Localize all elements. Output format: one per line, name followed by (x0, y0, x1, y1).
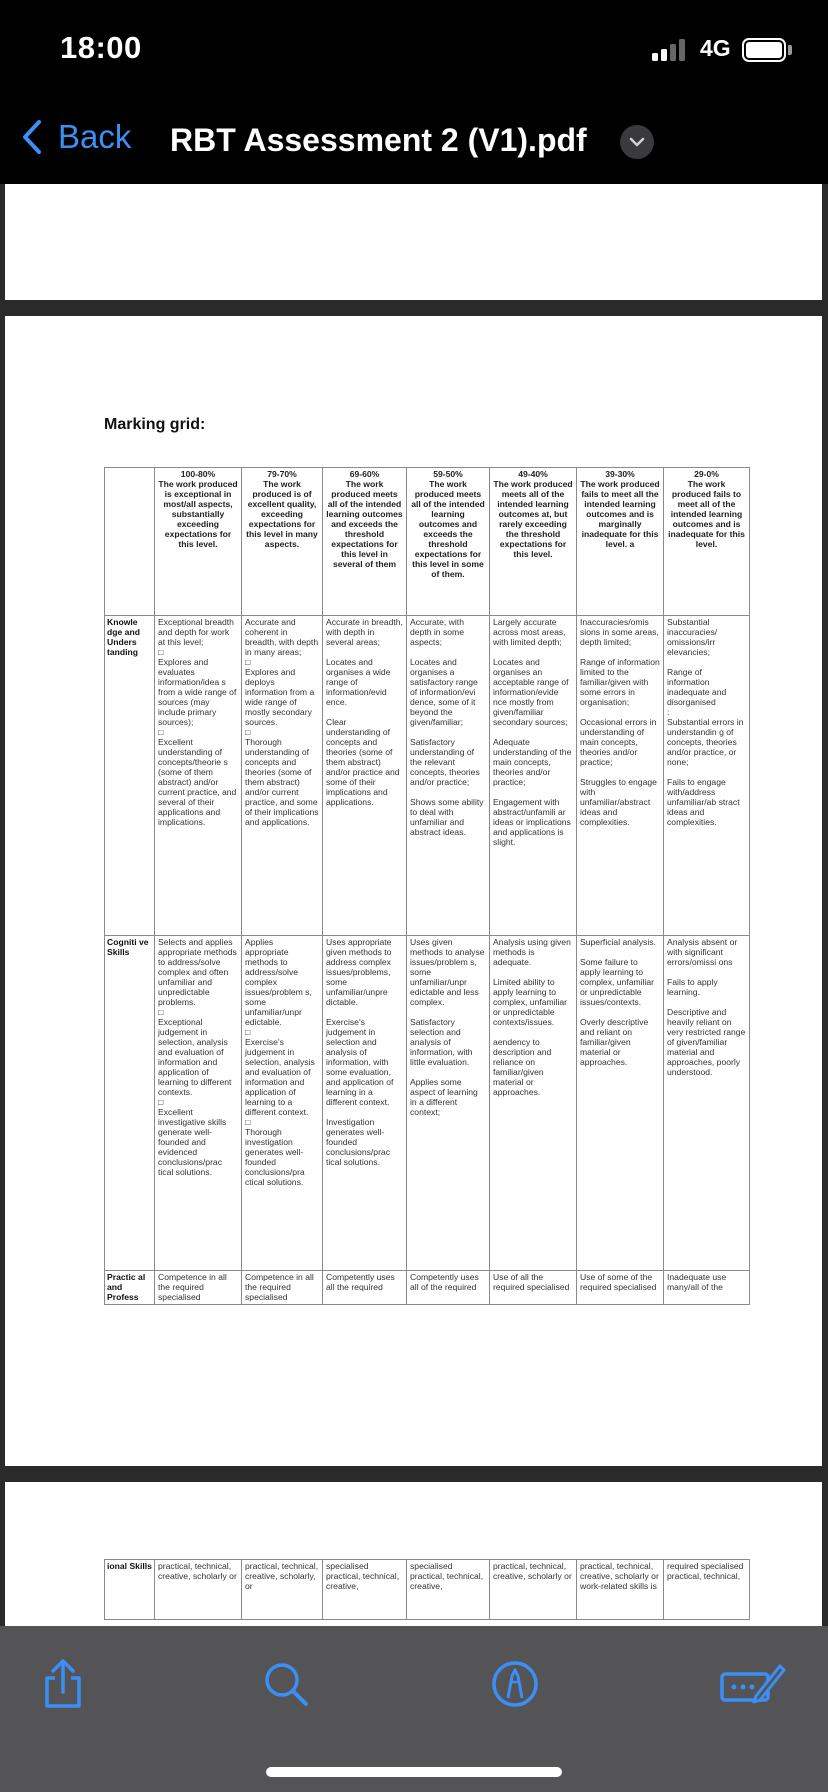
grid-cell: Competence in all the required specialised (155, 1271, 242, 1305)
band-header: 59-50% The work produced meets all of the intended learning outcomes and exceeds the threshold expectations for this level in some of them. (407, 468, 490, 616)
pdf-page-current (5, 316, 822, 1466)
band-header: 39-30% The work produced fails to meet all the intended learning outcomes and is marginally inadequate for this level. a (577, 468, 664, 616)
markup-button[interactable] (487, 1656, 543, 1712)
grid-cell: Inadequate use many/all of the (664, 1271, 750, 1305)
cellular-signal-icon (652, 37, 700, 61)
back-button[interactable] (22, 118, 131, 156)
grid-cell: Use of some of the required specialised (577, 1271, 664, 1305)
document-viewer[interactable] (0, 184, 828, 1626)
title-menu-button[interactable] (620, 125, 654, 159)
grid-cell: Accurate in breadth, with depth in several areas; Locates and organises a wide range of information/evid ence. Clear understanding of concepts and theories (some of them abstract) and/or practice and some of their implications and applications. (323, 616, 407, 936)
grid-cell: Applies appropriate methods to address/solve complex issues/problem s, some unfamiliar/unpr edictable. □ Exercise's judgement in selection, analysis and evaluation of information and application of learning to a different context. □ Thorough investigation generates well-founded conclusions/pra ctical solutions. (242, 936, 323, 1271)
pdf-page-next (5, 1482, 822, 1626)
grid-cell: Uses appropriate given methods to address complex issues/problems, some unfamiliar/unpre dictable. Exercise's judgement in selection and analysis of information, with some evaluation, and application of learning in a different context. Investigation generates well-founded conclusions/prac tical solutions. (323, 936, 407, 1271)
grid-cell: Use of all the required specialised (490, 1271, 577, 1305)
share-icon (35, 1656, 91, 1712)
chevron-down-icon (629, 137, 645, 147)
document-title[interactable]: RBT Assessment 2 (V1).pdf (170, 122, 587, 158)
grade-band-row (105, 468, 750, 616)
grid-cell: Competently uses all of the required (407, 1271, 490, 1305)
band-header: 100-80% The work produced is exceptional in most/all aspects, substantially exceeding expectations for this level. (155, 468, 242, 616)
search-button[interactable] (258, 1656, 314, 1712)
status-time: 18:00 (60, 30, 142, 65)
grid-cell: Analysis using given methods is adequate. Limited ability to apply learning to complex, unfamiliar or unpredictable contexts/issues. aendency to description and reliance on familiar/given material or approaches. (490, 936, 577, 1271)
battery-icon (742, 38, 786, 62)
row-label: Cogniti ve Skills (105, 936, 155, 1271)
row-label: Practic al and Profess (105, 1271, 155, 1305)
grid-cell: practical, technical, creative, scholarly or work-related skills is (577, 1560, 664, 1620)
grid-cell: required specialised practical, technical, (664, 1560, 750, 1620)
band-header: 69-60% The work produced meets all of the intended learning outcomes and exceeds the threshold expectations for this level in several of them (323, 468, 407, 616)
battery-tip (788, 45, 792, 55)
grid-cell: Superficial analysis. Some failure to apply learning to complex, unfamiliar or unpredictable issues/contexts. Overly descriptive and reliant on familiar/given material or approaches. (577, 936, 664, 1271)
grid-cell: Competence in all the required specialised (242, 1271, 323, 1305)
back-label: Back (58, 118, 132, 155)
marking-grid-continuation (104, 1559, 750, 1620)
cognitive-skills-row (105, 936, 750, 1271)
grid-cell: practical, technical, creative, scholarly or (155, 1560, 242, 1620)
grid-cell: specialised practical, technical, creative, (323, 1560, 407, 1620)
knowledge-understanding-row (105, 616, 750, 936)
grid-cell: specialised practical, technical, creative, (407, 1560, 490, 1620)
row-label: ional Skills (105, 1560, 155, 1620)
share-button[interactable] (35, 1656, 91, 1712)
grid-cell: practical, technical, creative, scholarly, or (242, 1560, 323, 1620)
network-type: 4G (700, 35, 731, 61)
grid-cell: Largely accurate across most areas, with limited depth; Locates and organises an acceptable range of information/evide nce mostly from given/familiar secondary sources; Adequate understanding of the main concepts, theories and/or practice; Engagement with abstract/unfamili ar ideas or implications and applications is slight. (490, 616, 577, 936)
pdf-page-previous (5, 184, 822, 300)
chevron-left-icon (22, 119, 42, 155)
grid-cell: Inaccuracies/omis sions in some areas, depth limited; Range of information limited to the familiar/given with some errors in organisation; Occasional errors in understanding of main concepts, theories and/or practice; Struggles to engage with unfamiliar/abstract ideas and complexities. (577, 616, 664, 936)
grid-cell: Accurate, with depth in some aspects; Locates and organises a satisfactory range of information/evi dence, some of it beyond the given/familiar; Satisfactory understanding of the relevant concepts, theories and/or practice; Shows some ability to deal with unfamiliar and abstract ideas. (407, 616, 490, 936)
grid-cell: Accurate and coherent in breadth, with depth in many areas; □ Explores and deploys information from a wide range of mostly secondary sources. □ Thorough understanding of concepts and theories (some of them abstract) and/or current practice, and some of their implications and applications. (242, 616, 323, 936)
grid-cell: Uses given methods to analyse issues/problem s, some unfamiliar/unpr edictable and less complex. Satisfactory selection and analysis of information, with little evaluation. Applies some aspect of learning in a different context; (407, 936, 490, 1271)
markup-icon (487, 1656, 543, 1712)
search-icon (258, 1656, 314, 1712)
marking-grid-heading: Marking grid: (104, 416, 206, 433)
status-bar (0, 0, 828, 100)
grid-cell: Substantial inaccuracies/ omissions/irr elevancies; Range of information inadequate and disorganised : Substantial errors in understandin g of concepts, theories and/or practice, or none; Fails to engage with/address unfamiliar/ab stract ideas and complexities. (664, 616, 750, 936)
grid-cell: Selects and applies appropriate methods to address/solve complex and often unfamiliar and unpredictable problems. □ Exceptional judgement in selection, analysis and evaluation of information and application of learning to different contexts. □ Excellent investigative skills generate well-founded and evidenced conclusions/prac tical solutions. (155, 936, 242, 1271)
edit-button[interactable] (718, 1656, 788, 1712)
edit-icon (718, 1656, 788, 1712)
grid-cell: Analysis absent or with significant errors/omissi ons Fails to apply learning. Descriptive and heavily reliant on very restricted range of given/familiar material and approaches, poorly understood. (664, 936, 750, 1271)
navigation-bar (0, 100, 828, 184)
marking-grid-table (104, 467, 750, 1305)
empty-corner-cell (105, 468, 155, 616)
grid-cell: Competently uses all the required (323, 1271, 407, 1305)
home-indicator (266, 1767, 562, 1777)
row-label: Knowle dge and Unders tanding (105, 616, 155, 936)
band-header: 79-70% The work produced is of excellent quality, exceeding expectations for this level in many aspects. (242, 468, 323, 616)
band-header: 49-40% The work produced meets all of the intended learning outcomes at, but rarely exceeding the threshold expectations for this level. (490, 468, 577, 616)
professional-skills-row (105, 1560, 750, 1620)
grid-cell: practical, technical, creative, scholarly or (490, 1560, 577, 1620)
practical-skills-row (105, 1271, 750, 1305)
band-header: 29-0% The work produced fails to meet all of the intended learning outcomes and is inadequate for this level. (664, 468, 750, 616)
grid-cell: Exceptional breadth and depth for work at this level; □ Explores and evaluates information/idea s from a wide range of sources (may include primary sources); □ Excellent understanding of concepts/theorie s (some of them abstract) and/or current practice, and several of their applications and implications. (155, 616, 242, 936)
